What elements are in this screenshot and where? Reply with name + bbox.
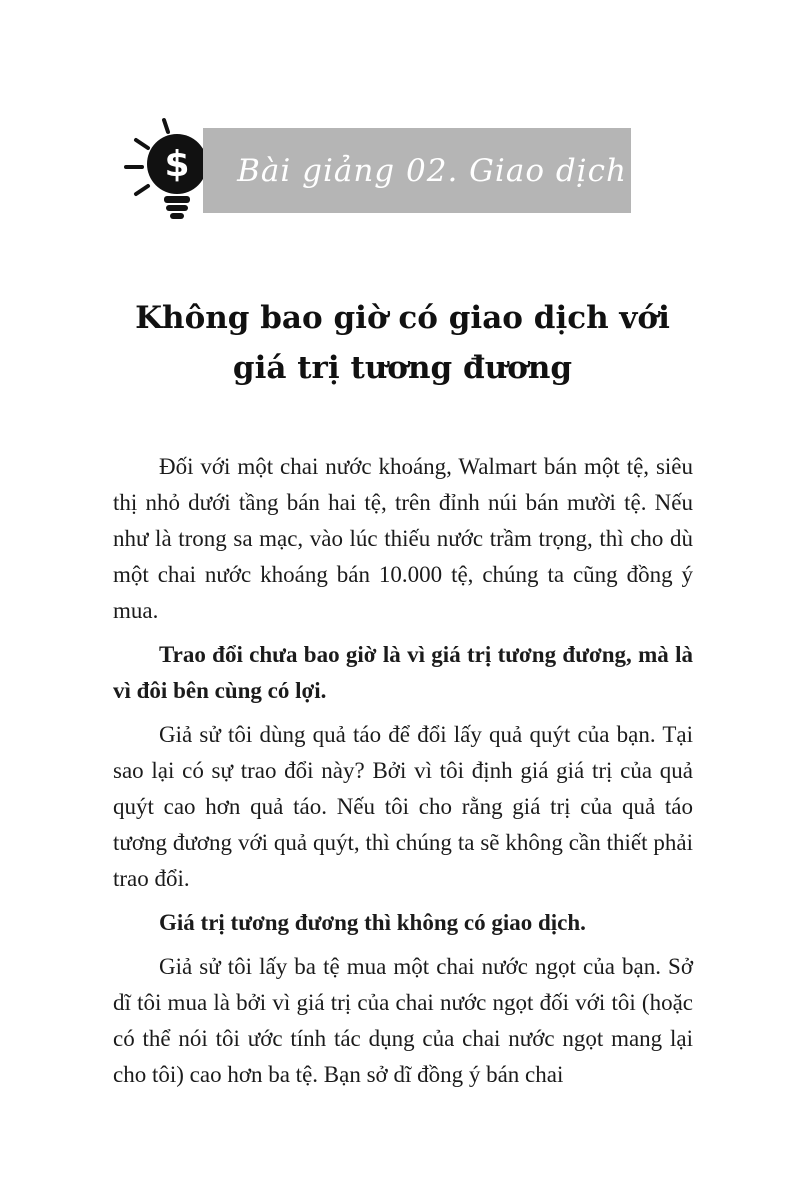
page-title-line2: giá trị tương đương bbox=[232, 350, 573, 386]
paragraph-bold: Giá trị tương đương thì không có giao dịch. bbox=[159, 910, 586, 935]
paragraph: Đối với một chai nước khoáng, Walmart bán một tệ, siêu thị nhỏ dưới tầng bán hai tệ, trên đỉnh núi bán mười tệ. Nếu như là trong sa mạc, vào lúc thiếu nước trầm trọng, thì cho dù một chai nước khoáng bán 10.000 tệ, chúng ta cũng đồng ý mua. bbox=[113, 454, 693, 623]
page-title-line1: Không bao giờ có giao dịch với bbox=[135, 300, 670, 336]
svg-text:$: $ bbox=[164, 144, 190, 185]
paragraph: Giả sử tôi lấy ba tệ mua một chai nước ngọt của bạn. Sở dĩ tôi mua là bởi vì giá trị của chai nước ngọt đối với tôi (hoặc có thể nói tôi ước tính tác dụng của chai nước ngọt mang lại cho tôi) cao hơn ba tệ. Bạn sở dĩ đồng ý bán chai bbox=[113, 954, 693, 1087]
chapter-banner-label: Bài giảng 02. Giao dịch bbox=[237, 152, 627, 189]
chapter-banner bbox=[203, 128, 631, 213]
paragraph-bold: Trao đổi chưa bao giờ là vì giá trị tương đương, mà là vì đôi bên cùng có lợi. bbox=[113, 642, 693, 703]
body-text bbox=[113, 449, 693, 1101]
paragraph: Giả sử tôi dùng quả táo để đổi lấy quả quýt của bạn. Tại sao lại có sự trao đổi này? Bởi vì tôi định giá giá trị của quả quýt cao hơn quả táo. Nếu tôi cho rằng giá trị của quả táo tương đương với quả quýt, thì chúng ta sẽ không cần thiết phải trao đổi. bbox=[113, 722, 693, 891]
page-title bbox=[0, 293, 805, 393]
